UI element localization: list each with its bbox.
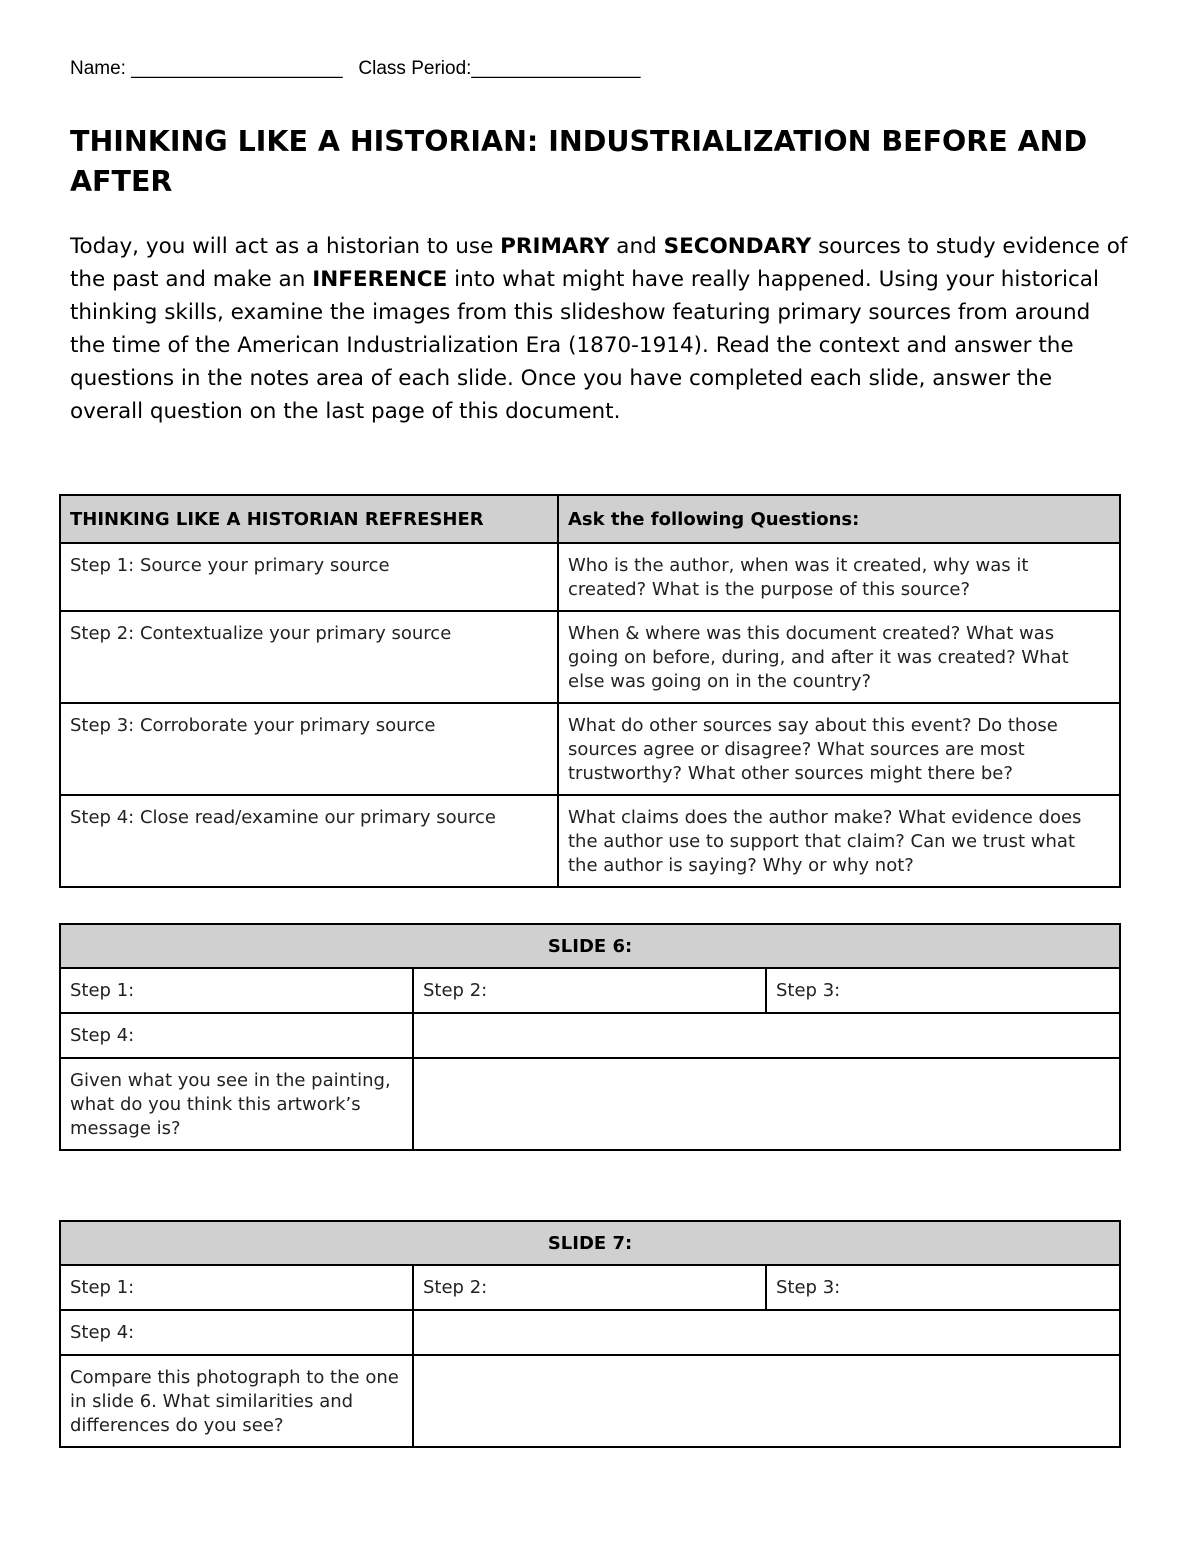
refresher-step: Step 1: Source your primary source — [60, 543, 558, 611]
table-row — [60, 543, 1120, 611]
intro-paragraph — [70, 230, 1130, 428]
slide-7-table — [59, 1220, 1121, 1448]
refresher-header-left: THINKING LIKE A HISTORIAN REFRESHER — [60, 495, 558, 543]
slide-6-title: SLIDE 6: — [60, 924, 1120, 968]
refresher-questions: What claims does the author make? What evidence does the author use to support that claim? Can we trust what the author is saying? Why or why not? — [558, 795, 1120, 887]
slide-6-step-4-answer[interactable] — [413, 1013, 1120, 1058]
slide-7-step-2-field[interactable]: Step 2: — [413, 1265, 766, 1310]
slide-7-answer[interactable] — [413, 1355, 1120, 1447]
slide-6-step-4-label: Step 4: — [60, 1013, 413, 1058]
slide-6-step-2-field[interactable]: Step 2: — [413, 968, 766, 1013]
intro-primary: PRIMARY — [500, 234, 610, 259]
refresher-questions: When & where was this document created? What was going on before, during, and after it was created? What else was going on in the country? — [558, 611, 1120, 703]
refresher-questions: Who is the author, when was it created, why was it created? What is the purpose of this source? — [558, 543, 1120, 611]
slide-6-answer[interactable] — [413, 1058, 1120, 1150]
intro-text-3: sources to study evidence of the past and make an — [70, 234, 1128, 292]
table-row — [60, 1355, 1120, 1447]
table-row — [60, 1310, 1120, 1355]
table-row — [60, 968, 1120, 1013]
intro-secondary: SECONDARY — [663, 234, 812, 259]
refresher-step: Step 2: Contextualize your primary source — [60, 611, 558, 703]
table-row — [60, 1265, 1120, 1310]
intro-text-2: and — [609, 234, 664, 259]
slide-7-step-4-answer[interactable] — [413, 1310, 1120, 1355]
page-title: THINKING LIKE A HISTORIAN: INDUSTRIALIZATION BEFORE AND AFTER — [70, 125, 1088, 198]
table-row — [60, 795, 1120, 887]
slide-6-question: Given what you see in the painting, what do you think this artwork’s message is? — [60, 1058, 413, 1150]
slide-6-step-1-field[interactable]: Step 1: — [60, 968, 413, 1013]
refresher-step: Step 3: Corroborate your primary source — [60, 703, 558, 795]
table-row — [60, 703, 1120, 795]
intro-text-4: into what might have really happened. Using your historical thinking skills, examine the images from this slideshow featuring primary sources from around the time of the American Industrialization Era (1870-1914). Read the context and answer the questions in the notes area of each slide. Once you have completed each slide, answer the overall question on the last page of this document. — [70, 267, 1099, 424]
refresher-table — [59, 494, 1121, 888]
table-row — [60, 1058, 1120, 1150]
slide-7-step-1-field[interactable]: Step 1: — [60, 1265, 413, 1310]
slide-6-table — [59, 923, 1121, 1151]
refresher-step: Step 4: Close read/examine our primary source — [60, 795, 558, 887]
table-row — [60, 611, 1120, 703]
refresher-questions: What do other sources say about this event? Do those sources agree or disagree? What sources are most trustworthy? What other sources might there be? — [558, 703, 1120, 795]
intro-inference: INFERENCE — [312, 267, 448, 292]
slide-6-step-3-field[interactable]: Step 3: — [766, 968, 1120, 1013]
student-info-line — [70, 58, 640, 80]
refresher-header-row — [60, 495, 1120, 543]
slide-7-question: Compare this photograph to the one in slide 6. What similarities and differences do you see? — [60, 1355, 413, 1447]
class-period-field[interactable]: Class Period:________________ — [358, 58, 641, 79]
slide-7-step-4-label: Step 4: — [60, 1310, 413, 1355]
intro-text-1: Today, you will act as a historian to use — [70, 234, 501, 259]
slide-7-step-3-field[interactable]: Step 3: — [766, 1265, 1120, 1310]
refresher-header-right: Ask the following Questions: — [558, 495, 1120, 543]
slide-7-title: SLIDE 7: — [60, 1221, 1120, 1265]
name-field[interactable]: Name: ____________________ — [70, 58, 343, 79]
table-row — [60, 1013, 1120, 1058]
